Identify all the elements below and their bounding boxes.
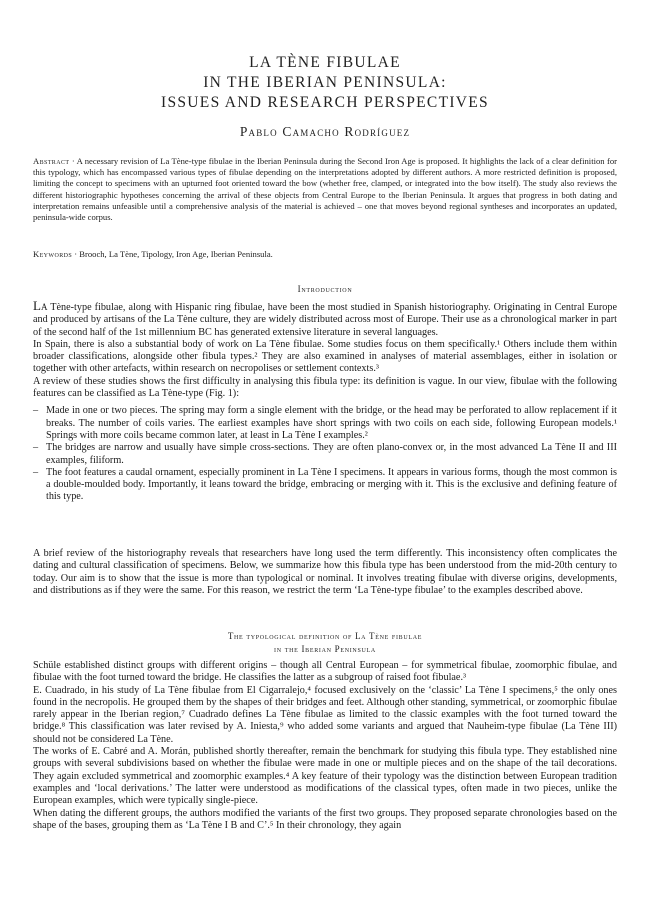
dash-bullet: – xyxy=(33,442,39,454)
keywords xyxy=(33,249,617,259)
keywords-text: Brooch, La Tène, Tipology, Iron Age, Iberian Peninsula. xyxy=(79,249,273,259)
title-line-2: IN THE IBERIAN PENINSULA: xyxy=(203,74,447,91)
list-item xyxy=(33,442,617,467)
feature-list xyxy=(33,405,617,503)
typology-paragraph-1: Schüle established distinct groups with different origins – though all Central European – for symmetrical fibulae, zoomorphic fibulae, and fibulae with the foot turned toward the bridge. He classifies the latter as a subgroup of raised foot fibulae.³ xyxy=(33,660,617,684)
intro-lead-word: La xyxy=(33,298,48,313)
introduction-closing xyxy=(33,548,617,597)
intro-paragraph-4: A brief review of the historiography reveals that researchers have long used the term differently. This inconsistency often complicates the dating and cultural classification of specimens. Below, we summarize how this fibula type has been understood from the mid-20th century to today. Our aim is to show that the issue is more than typological or nominal. It involves treating fibulae with diverse origins, developments, and distributions as if they were the same. For this reason, we restrict the term ‘La Tène-type fibulae’ to the examples described above. xyxy=(33,548,617,596)
abstract xyxy=(33,156,617,223)
keywords-separator: · xyxy=(72,249,80,259)
author-name-text: Pablo Camacho Rodríguez xyxy=(239,124,411,139)
list-item-text: The foot features a caudal ornament, especially prominent in La Tène I specimens. It appears in various forms, though the most common is a double-moulded body. Importantly, it leans toward the bridge, embracing or merging with it. This is the exclusive and defining feature of this type. xyxy=(46,466,617,503)
title-line-3: ISSUES AND RESEARCH PERSPECTIVES xyxy=(161,94,489,111)
list-item-text: Made in one or two pieces. The spring may form a single element with the bridge, or the head may be perforated to allow replacement if it breaks. The number of coils varies. The earliest examples have short springs with two coils on each side, following European models.¹ Springs with more coils became common later, at least in La Tène I examples.² xyxy=(46,405,617,441)
typology-body xyxy=(33,660,617,832)
typology-paragraph-4: When dating the different groups, the authors modified the variants of the first two groups. They proposed separate chronologies based on the shape of the bases, grouping them as ‘La Tène I B and C’.⁵ In their chronology, they again xyxy=(33,807,617,831)
abstract-text: A necessary revision of La Tène-type fibulae in the Iberian Peninsula during the Second Iron Age is proposed. It highlights the lack of a clear definition for this typology, which has encompassed various types of fibulae depending on the interpretations adopted by different authors. A more restricted definition is proposed, limiting the concept to specimens with an upturned foot oriented toward the bow (whether free, clamped, or integrated into the bow itself). The study also reviews the different historiographic hypotheses concerning the arrival of these objects from Central Europe to the Iberian Peninsula. It argues that progress in both dating and interpretation remains unfeasible until a comprehensive analysis of the material is achieved – one that moves beyond regional syntheses and incorporates an updated, peninsula-wide corpus. xyxy=(33,156,617,223)
dash-bullet: – xyxy=(33,466,39,478)
list-item xyxy=(33,405,617,442)
intro-paragraph-1-text: Tène-type fibulae, along with Hispanic ring fibulae, have been the most studied in Spanish historiography. Originating in Central Europe and produced by artisans of the La Tène culture, they are widely distributed across most of Europe. Their use as a chronological marker in part of the second half of the 1st millennium BC has generated extensive literature in several languages. xyxy=(33,302,617,338)
section-heading-introduction: Introduction xyxy=(297,284,353,294)
title-line-1: LA TÈNE FIBULAE xyxy=(249,54,401,71)
abstract-label: Abstract xyxy=(33,156,70,166)
intro-paragraph-1 xyxy=(33,300,617,339)
list-item-text: The bridges are narrow and usually have simple cross-sections. They are often plano-convex or, in the most advanced La Tène II and III examples, filiform. xyxy=(46,442,617,466)
introduction-body xyxy=(33,300,617,510)
section-heading-typology-line-2: in the Iberian Peninsula xyxy=(274,644,376,654)
typology-paragraph-2: E. Cuadrado, in his study of La Tène fibulae from El Cigarralejo,⁴ focused exclusively on the ‘classic’ La Tène I specimens,⁵ the only ones found in the necropolis. He grouped them by the shapes of their bridges and feet. Although other standing, symmetrical, or zoomorphic fibulae rarely appear in the Iberian region,⁷ Cuadrado defines La Tène fibulae as limited to the classic examples with the foot turned toward the bridge.⁸ This classification was later revised by A. Iniesta,⁹ who added some variants and argued that Nauheim-type fibulae (La Tène III) should not be considered La Tène. xyxy=(33,684,617,745)
keywords-label: Keywords xyxy=(33,249,73,259)
dash-bullet: – xyxy=(33,405,39,417)
section-heading-typology-line-1: The typological definition of La Tène fibulae xyxy=(227,631,423,641)
author-name xyxy=(0,124,650,140)
intro-paragraph-2: In Spain, there is also a substantial body of work on La Tène fibulae. Some studies focus on them specifically.¹ Others include them within broader classifications, alongside other fibula types.² They are also examined in analyses of material assemblages, either in isolation or together with other artefacts, within research on necropolises or settlement contexts.³ xyxy=(33,338,617,375)
list-item xyxy=(33,467,617,504)
typology-paragraph-3: The works of E. Cabré and A. Morán, published shortly thereafter, remain the benchmark for studying this fibula type. They established nine groups with several subdivisions based on whether the fibulae were made in one or multiple pieces and on the shape of the tail decorations. They again excluded symmetrical and zoomorphic examples.⁴ A key feature of their typology was the distinction between European tradition examples and ‘local derivations.’ The latter were understood as modifications of the classical types, often made in two pieces, unlike the European examples, which were typically single-piece. xyxy=(33,746,617,807)
intro-paragraph-3: A review of these studies shows the first difficulty in analysing this fibula type: its definition is vague. In our view, fibulae with the following features can be classified as La Tène-type (Fig. 1): xyxy=(33,375,617,400)
abstract-separator: · xyxy=(69,156,77,166)
